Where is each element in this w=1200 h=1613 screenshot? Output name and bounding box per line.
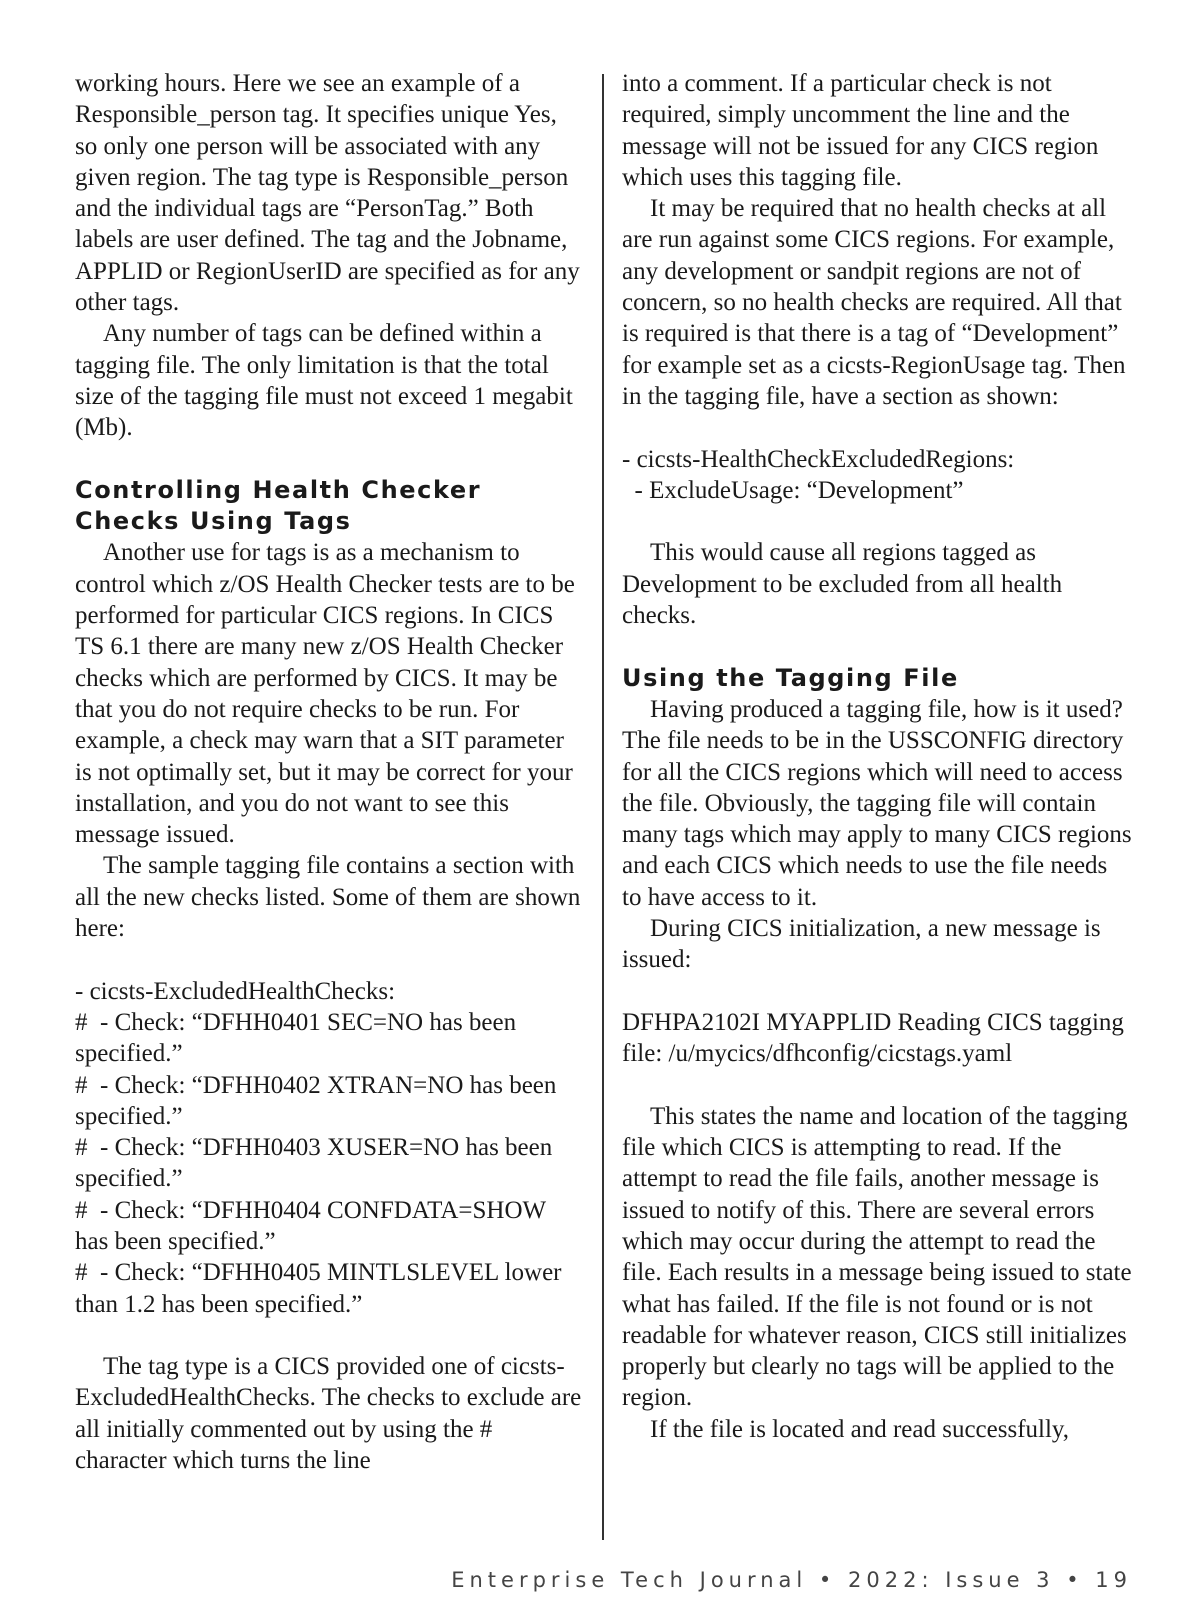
paragraph: The sample tagging file contains a section with all the new checks listed. Some of them are shown here: <box>75 852 581 943</box>
code-line: # - Check: “DFHH0402 XTRAN=NO has been specified.” <box>75 1071 563 1130</box>
right-column <box>622 68 1132 1445</box>
code-line: - ExcludeUsage: “Development” <box>622 476 964 504</box>
code-line: - cicsts-ExcludedHealthChecks: <box>75 977 396 1005</box>
code-block: DFHPA2102I MYAPPLID Reading CICS tagging file: /u/mycics/dfhconfig/cicstags.yaml <box>622 1008 1131 1068</box>
page-footer: Enterprise Tech Journal • 2022: Issue 3 • 19 <box>451 1568 1132 1592</box>
paragraph: Any number of tags can be defined within a tagging file. The only limitation is that the total size of the tagging file must not exceed 1 megabit (Mb). <box>75 320 573 442</box>
paragraph: into a comment. If a particular check is not required, simply uncomment the line and the message will not be issued for any CICS region which uses this tagging file. <box>622 70 1099 191</box>
paragraph: working hours. Here we see an example of a Responsible_person tag. It specifies unique Yes, so only one person will be associated with any given region. The tag type is Responsible_person and the individual tags are “PersonTag.” Both labels are user defined. The tag and the Jobname, APPLID or RegionUserID are specified as for any other tags. <box>75 70 580 317</box>
code-line: # - Check: “DFHH0404 CONFDATA=SHOW has been specified.” <box>75 1196 552 1255</box>
paragraph: Another use for tags is as a mechanism to control which z/OS Health Checker tests are to be performed for particular CICS regions. In CICS TS 6.1 there are many new z/OS Health Checker checks which are performed by CICS. It may be that you do not require checks to be run. For example, a check may warn that a SIT parameter is not optimally set, but it may be correct for your installation, and you do not want to see this message issued. <box>75 539 575 849</box>
code-line: - cicsts-HealthCheckExcludedRegions: <box>622 445 1015 473</box>
section-heading: Using the Tagging File <box>622 663 959 692</box>
paragraph: The tag type is a CICS provided one of cicsts-ExcludedHealthChecks. The checks to exclude are all initially commented out by using the # character which turns the line <box>75 1353 582 1475</box>
code-line: # - Check: “DFHH0405 MINTLSLEVEL lower than 1.2 has been specified.” <box>75 1259 568 1318</box>
paragraph: This would cause all regions tagged as Development to be excluded from all health checks. <box>622 539 1063 630</box>
code-line: # - Check: “DFHH0403 XUSER=NO has been specified.” <box>75 1134 559 1193</box>
paragraph: During CICS initialization, a new message is issued: <box>622 915 1101 974</box>
left-column <box>75 68 585 1476</box>
section-heading: Controlling Health Checker Checks Using Tags <box>75 475 482 536</box>
paragraph: It may be required that no health checks at all are run against some CICS regions. For example, any development or sandpit regions are not of concern, so no health checks are required. All that is required is that there is a tag of “Development” for example set as a cicsts-RegionUsage tag. Then in the tagging file, have a section as shown: <box>622 195 1126 410</box>
paragraph: This states the name and location of the tagging file which CICS is attempting to read. If the attempt to read the file fails, another message is issued to notify of this. There are several errors which may occur during the attempt to read the file. Each results in a message being issued to state what has failed. If the file is not found or is not readable for whatever reason, CICS still initializes properly but clearly no tags will be applied to the region. <box>622 1102 1132 1412</box>
column-divider <box>602 74 604 1540</box>
paragraph: If the file is located and read successfully, <box>650 1415 1070 1443</box>
code-line: # - Check: “DFHH0401 SEC=NO has been specified.” <box>75 1008 523 1068</box>
paragraph: Having produced a tagging file, how is it used? The file needs to be in the USSCONFIG directory for all the CICS regions which will need to access the file. Obviously, the tagging file will contain many tags which may apply to many CICS regions and each CICS which needs to use the file needs to have access to it. <box>622 695 1132 911</box>
